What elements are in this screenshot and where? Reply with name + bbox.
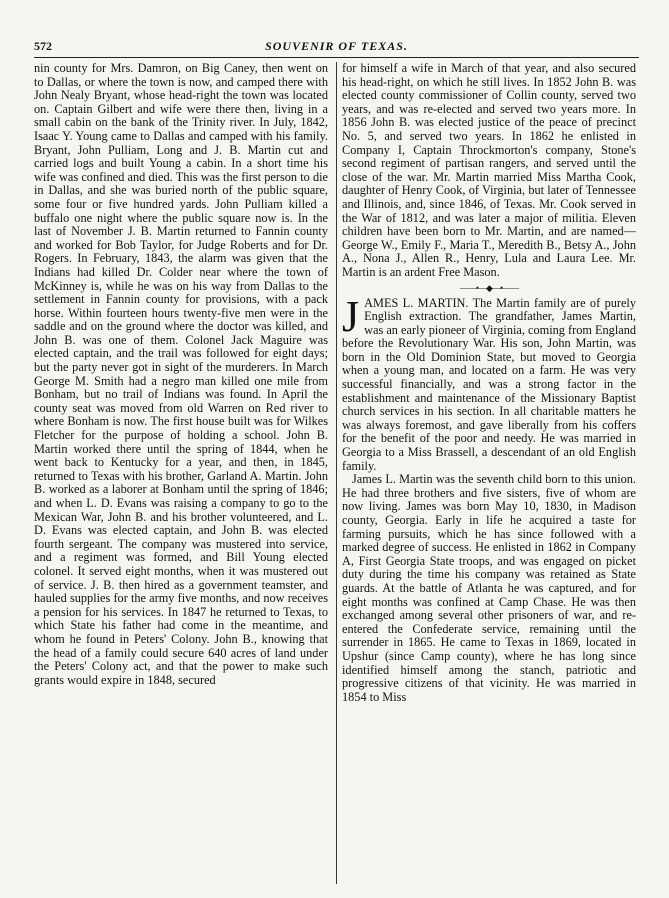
running-title: SOUVENIR OF TEXAS. xyxy=(265,39,408,53)
drop-cap: J xyxy=(342,291,360,341)
biography-paragraph-1-text: The Martin family are of purely English extraction. The grandfather, James Martin, was an early pioneer of Virginia, coming from England before the Revolutionary War. His son, John Martin, was born in the Old Dominion State, but moved to Georgia when a young man, and located on a farm. He was very successful financially, and was a strong factor in the establishment and maintenance of the Missionary Baptist church services in his section. In all charitable matters he was always foremost, and gave liberally from his coffers for the benefit of the poor and needy. He was married in Georgia to a Miss Brassell, a descendant of an old English family. xyxy=(342,295,636,473)
biography-paragraph-1 xyxy=(342,291,636,474)
left-column xyxy=(34,62,328,886)
header-rule xyxy=(34,57,639,58)
continuation-paragraph: for himself a wife in March of that year, and also secured his head-right, on which he still lives. In 1852 John B. was elected county commissioner of Collin county, served two years, and was re-elected and served two years more. In 1856 John B. was elected justice of the peace of precinct No. 5, and served two years. In 1862 he enlisted in Company I, Captain Throckmorton's company, Stone's second regiment of partisan rangers, and served until the close of the war. Mr. Martin married Miss Martha Cook, daughter of Henry Cook, of Virginia, but later of Tennessee and Illinois, and, since 1846, of Texas. Mr. Cook served in the War of 1812, and was later a major of militia. Eleven children have been born to Mr. Martin, and are named—George W., Emily F., Maria T., Meredith B., Betsy A., John A., Nona J., Allen R., Henry, Lula and Laura Lee. Mr. Martin is an ardent Free Mason. xyxy=(342,62,636,279)
column-divider xyxy=(336,62,337,884)
page-number: 572 xyxy=(34,39,52,53)
left-column-text: nin county for Mrs. Damron, on Big Caney, then went on to Dallas, or where the town is now, and camped there with John Nealy Bryant, whose head-right the town was located on. Captain Gilbert and wife were there then, living in a small cabin on the bank of the Trinity river. In July, 1842, Isaac Y. Young came to Dallas and camped with his family. Bryant, John Pulliam, Long and J. B. Martin cut and carried logs and built Young a cabin. In a short time his wife was confined and died. This was the first person to die in Dallas, and she was buried north of the public square, some four or five hundred yards. John Pulliam killed a buffalo one night where the public square now is. In the last of November J. B. Martin returned to Fannin county and worked for Bob Taylor, for Judge Roberts and for Dr. Rogers. In February, 1843, the alarm was given that the Indians had killed Dr. Colder near where the town of McKinney is, while he was on his way from Dallas to the settlement in Fannin county for provisions, with a pack horse. Within fourteen hours twenty-five men were in the saddle and on the ground where the doctor was killed, and John B. was one of them. Colonel Jack Maguire was elected captain, and the trail was followed for eight days; but the party never got in sight of the murderers. In March George M. Smith had a negro man killed one mile from Bonham, but no trail of Indians was found. In April the county seat was moved from old Warren on Red river to where Bonham is now. The first house built was for Wilkes Fletcher for the purpose of holding a school. John B. Martin worked there until the spring of 1844, when he went back to Kentucky for a year, and then, in 1845, returned to Texas with his brother, Garland A. Martin. John B. worked as a laborer at Bonham until the spring of 1846; and when L. D. Evans was raising a company to go to the Mexican War, John B. and his brother volunteered, and L. D. Evans was elected captain, and John B. was elected fourth sergeant. The company was mustered into service, and a regiment was formed, and Bill Young elected colonel. It served eight months, when it was mustered out of service. J. B. then hired as a government teamster, and hauled supplies for the army five months, and now receives a pension for his services. In 1847 he returned to Texas, to which State his father had come in the meantime, and whom he found in Peters' Colony. John B., knowing that the head of a family could secure 640 acres of land under the Peters' Colony act, and that the power to make such grants would expire in 1848, secured xyxy=(34,62,328,687)
biography-paragraph-2: James L. Martin was the seventh child born to this union. He had three brothers and five sisters, five of whom are now living. James was born May 10, 1830, in Madison county, Georgia. Early in life he acquired a taste for farming pursuits, which he has since followed with a marked degree of success. He enlisted in 1862 in Company A, First Georgia State troops, and was engaged on picket duty during the time his company was retained as State guards. At the battle of Atlanta he was captured, and for eight months was confined at Camp Chase. He was then exchanged among several other prisoners of war, and re-entered the Confederate service, remaining until the surrender in 1865. He came to Texas in 1869, located in Upshur (since Camp county), where he has long since identified himself among the stanch, patriotic and progressive citizens of that vicinity. He was married in 1854 to Miss xyxy=(342,472,636,704)
page-header xyxy=(34,39,639,55)
right-column xyxy=(342,62,636,886)
section-ornament: ——•—◆—•—— xyxy=(459,282,519,293)
biography-name: AMES L. MARTIN. xyxy=(364,295,469,310)
